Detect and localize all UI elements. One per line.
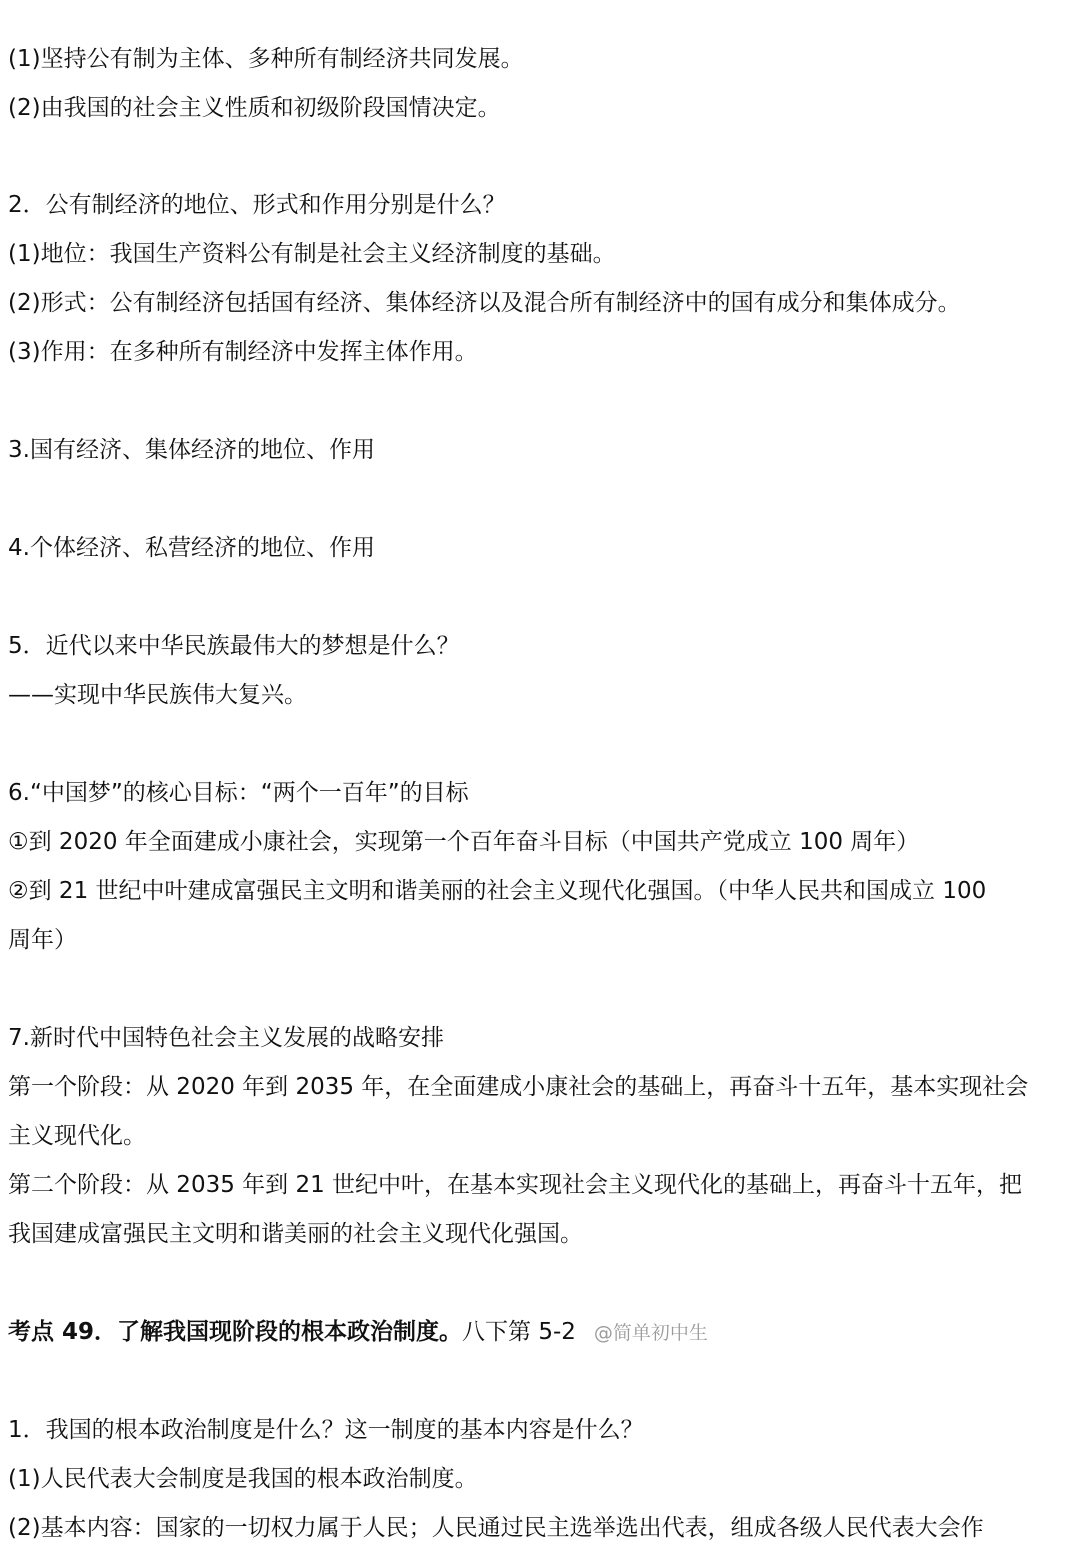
section-heading-title: 考点 49．了解我国现阶段的根本政治制度。 bbox=[8, 1319, 463, 1345]
question-heading: 4.个体经济、私营经济的地位、作用 bbox=[8, 535, 375, 561]
text-line: (2)形式：公有制经济包括国有经济、集体经济以及混合所有制经济中的国有成分和集体成分。 bbox=[8, 290, 961, 316]
text-line: ①到 2020 年全面建成小康社会，实现第一个百年奋斗目标（中国共产党成立 100 周年） bbox=[8, 829, 920, 855]
section-heading bbox=[8, 1317, 1074, 1348]
text-line: 主义现代化。 bbox=[8, 1123, 146, 1149]
text-line: 第二个阶段：从 2035 年到 21 世纪中叶，在基本实现社会主义现代化的基础上，再奋斗十五年，把 bbox=[8, 1172, 1023, 1198]
question-heading: 6.“中国梦”的核心目标：“两个一百年”的目标 bbox=[8, 780, 469, 806]
text-line: (2)基本内容：国家的一切权力属于人民；人民通过民主选举选出代表，组成各级人民代表大会作 bbox=[8, 1515, 984, 1541]
section-heading-ref: 八下第 5-2 bbox=[462, 1319, 576, 1345]
question-heading: 5．近代以来中华民族最伟大的梦想是什么？ bbox=[8, 633, 460, 659]
text-line: (1)地位：我国生产资料公有制是社会主义经济制度的基础。 bbox=[8, 241, 616, 267]
author-watermark: @简单初中生 bbox=[593, 1322, 708, 1344]
text-line: (1)人民代表大会制度是我国的根本政治制度。 bbox=[8, 1466, 478, 1492]
text-line: 周年） bbox=[8, 927, 77, 953]
text-line: 我国建成富强民主文明和谐美丽的社会主义现代化强国。 bbox=[8, 1221, 583, 1247]
question-heading: 3.国有经济、集体经济的地位、作用 bbox=[8, 437, 375, 463]
question-heading: 1．我国的根本政治制度是什么？这一制度的基本内容是什么？ bbox=[8, 1417, 644, 1443]
question-heading: 2．公有制经济的地位、形式和作用分别是什么？ bbox=[8, 192, 506, 218]
text-line: ——实现中华民族伟大复兴。 bbox=[8, 682, 307, 708]
text-line: ②到 21 世纪中叶建成富强民主文明和谐美丽的社会主义现代化强国。（中华人民共和国成立 100 bbox=[8, 878, 987, 904]
text-line: (1)坚持公有制为主体、多种所有制经济共同发展。 bbox=[8, 46, 524, 72]
question-heading: 7.新时代中国特色社会主义发展的战略安排 bbox=[8, 1025, 444, 1051]
text-line: (3)作用：在多种所有制经济中发挥主体作用。 bbox=[8, 339, 478, 365]
text-line: (2)由我国的社会主义性质和初级阶段国情决定。 bbox=[8, 95, 501, 121]
text-line: 第一个阶段：从 2020 年到 2035 年，在全面建成小康社会的基础上，再奋斗十五年，基本实现社会 bbox=[8, 1074, 1029, 1100]
